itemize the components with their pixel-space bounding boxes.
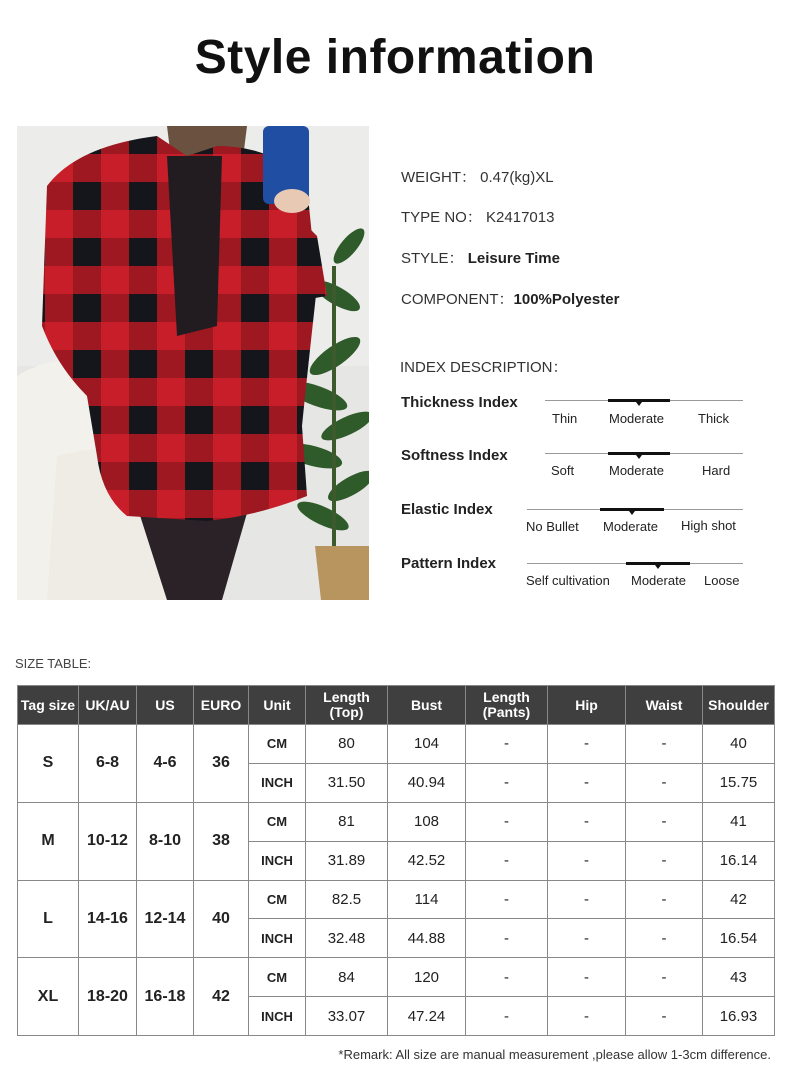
elastic-option: High shot <box>681 518 736 533</box>
shoulder-cell: 40 <box>703 725 775 764</box>
softness-index-label: Softness Index <box>401 447 508 464</box>
pants-cell: - <box>466 802 548 841</box>
hip-cell: - <box>548 997 626 1036</box>
thickness-option: Thin <box>552 411 578 426</box>
pattern-option: Moderate <box>631 573 686 588</box>
header-euro: EURO <box>194 686 249 725</box>
unit-cell: INCH <box>249 997 306 1036</box>
length-cell: 32.48 <box>306 919 388 958</box>
length-cell: 31.50 <box>306 763 388 802</box>
hip-cell: - <box>548 880 626 919</box>
unit-cell: CM <box>249 880 306 919</box>
length-cell: 31.89 <box>306 841 388 880</box>
us-cell: 8-10 <box>137 802 194 880</box>
pants-cell: - <box>466 725 548 764</box>
waist-cell: - <box>626 725 703 764</box>
unit-cell: INCH <box>249 919 306 958</box>
us-cell: 4-6 <box>137 725 194 803</box>
pattern-option: Loose <box>704 573 740 588</box>
pants-cell: - <box>466 763 548 802</box>
uk-cell: 14-16 <box>79 880 137 958</box>
bust-cell: 42.52 <box>388 841 466 880</box>
euro-cell: 42 <box>194 958 249 1036</box>
softness-option: Moderate <box>609 463 664 478</box>
us-cell: 16-18 <box>137 958 194 1036</box>
pattern-option: Self cultivation <box>526 573 610 588</box>
shoulder-cell: 42 <box>703 880 775 919</box>
us-cell: 12-14 <box>137 880 194 958</box>
uk-cell: 10-12 <box>79 802 137 880</box>
length-cell: 80 <box>306 725 388 764</box>
shoulder-cell: 16.54 <box>703 919 775 958</box>
type-label: TYPE NO： <box>401 209 482 226</box>
waist-cell: - <box>626 763 703 802</box>
header-length-top: Length (Top) <box>306 686 388 725</box>
waist-cell: - <box>626 919 703 958</box>
tag-size-cell: L <box>18 880 79 958</box>
length-cell: 33.07 <box>306 997 388 1036</box>
size-table <box>17 685 775 1036</box>
pants-cell: - <box>466 919 548 958</box>
index-heading: INDEX DESCRIPTION： <box>400 359 568 376</box>
size-table-body <box>18 725 775 1036</box>
size-remark: *Remark: All size are manual measurement ,please allow 1-3cm difference. <box>338 1047 771 1062</box>
tag-size-cell: M <box>18 802 79 880</box>
header-unit: Unit <box>249 686 306 725</box>
table-row <box>18 802 775 841</box>
shoulder-cell: 41 <box>703 802 775 841</box>
thickness-option: Thick <box>698 411 730 426</box>
bust-cell: 120 <box>388 958 466 997</box>
hip-cell: - <box>548 841 626 880</box>
style-value: Leisure Time <box>467 250 560 267</box>
pants-cell: - <box>466 997 548 1036</box>
elastic-index-label: Elastic Index <box>401 501 493 518</box>
weight-line <box>401 166 554 187</box>
unit-cell: CM <box>249 802 306 841</box>
unit-cell: INCH <box>249 841 306 880</box>
table-row <box>18 880 775 919</box>
product-photo <box>17 126 369 600</box>
header-hip: Hip <box>548 686 626 725</box>
size-table-heading: SIZE TABLE: <box>15 656 92 671</box>
hip-cell: - <box>548 802 626 841</box>
unit-cell: CM <box>249 725 306 764</box>
waist-cell: - <box>626 997 703 1036</box>
size-table-header-row <box>18 686 775 725</box>
hip-cell: - <box>548 763 626 802</box>
bust-cell: 40.94 <box>388 763 466 802</box>
header-waist: Waist <box>626 686 703 725</box>
header-uk-au: UK/AU <box>79 686 137 725</box>
uk-cell: 6-8 <box>79 725 137 803</box>
bust-cell: 104 <box>388 725 466 764</box>
table-row <box>18 725 775 764</box>
euro-cell: 40 <box>194 880 249 958</box>
pattern-marker-icon <box>655 565 661 569</box>
component-value: 100%Polyester <box>513 291 620 308</box>
shoulder-cell: 16.93 <box>703 997 775 1036</box>
hip-cell: - <box>548 958 626 997</box>
waist-cell: - <box>626 958 703 997</box>
thickness-marker-icon <box>636 402 642 406</box>
type-line <box>401 206 554 227</box>
style-line <box>401 247 560 268</box>
shoulder-cell: 16.14 <box>703 841 775 880</box>
waist-cell: - <box>626 880 703 919</box>
tag-size-cell: XL <box>18 958 79 1036</box>
euro-cell: 36 <box>194 725 249 803</box>
style-label: STYLE： <box>401 250 464 267</box>
type-value: K2417013 <box>486 209 555 226</box>
pants-cell: - <box>466 958 548 997</box>
euro-cell: 38 <box>194 802 249 880</box>
waist-cell: - <box>626 841 703 880</box>
component-label: COMPONENT： <box>401 291 514 308</box>
shoulder-cell: 15.75 <box>703 763 775 802</box>
length-cell: 82.5 <box>306 880 388 919</box>
uk-cell: 18-20 <box>79 958 137 1036</box>
pants-cell: - <box>466 880 548 919</box>
page-title: Style information <box>194 31 596 84</box>
weight-label: WEIGHT： <box>401 169 476 186</box>
weight-value: 0.47(kg)XL <box>480 169 554 186</box>
bust-cell: 108 <box>388 802 466 841</box>
shoulder-cell: 43 <box>703 958 775 997</box>
thickness-option: Moderate <box>609 411 664 426</box>
header-us: US <box>137 686 194 725</box>
softness-marker-icon <box>636 455 642 459</box>
length-cell: 84 <box>306 958 388 997</box>
hip-cell: - <box>548 919 626 958</box>
bust-cell: 114 <box>388 880 466 919</box>
unit-cell: INCH <box>249 763 306 802</box>
elastic-option: No Bullet <box>526 519 579 534</box>
header-bust: Bust <box>388 686 466 725</box>
tag-size-cell: S <box>18 725 79 803</box>
component-line <box>401 288 619 309</box>
pants-cell: - <box>466 841 548 880</box>
waist-cell: - <box>626 802 703 841</box>
hip-cell: - <box>548 725 626 764</box>
header-tag-size: Tag size <box>18 686 79 725</box>
softness-option: Soft <box>551 463 575 478</box>
elastic-option: Moderate <box>603 519 658 534</box>
thickness-index-label: Thickness Index <box>401 394 518 411</box>
bust-cell: 47.24 <box>388 997 466 1036</box>
softness-option: Hard <box>702 463 731 478</box>
pattern-index-label: Pattern Index <box>401 555 497 572</box>
unit-cell: CM <box>249 958 306 997</box>
table-row <box>18 958 775 997</box>
header-length-pants: Length (Pants) <box>466 686 548 725</box>
elastic-marker-icon <box>629 511 635 515</box>
header-shoulder: Shoulder <box>703 686 775 725</box>
bust-cell: 44.88 <box>388 919 466 958</box>
length-cell: 81 <box>306 802 388 841</box>
